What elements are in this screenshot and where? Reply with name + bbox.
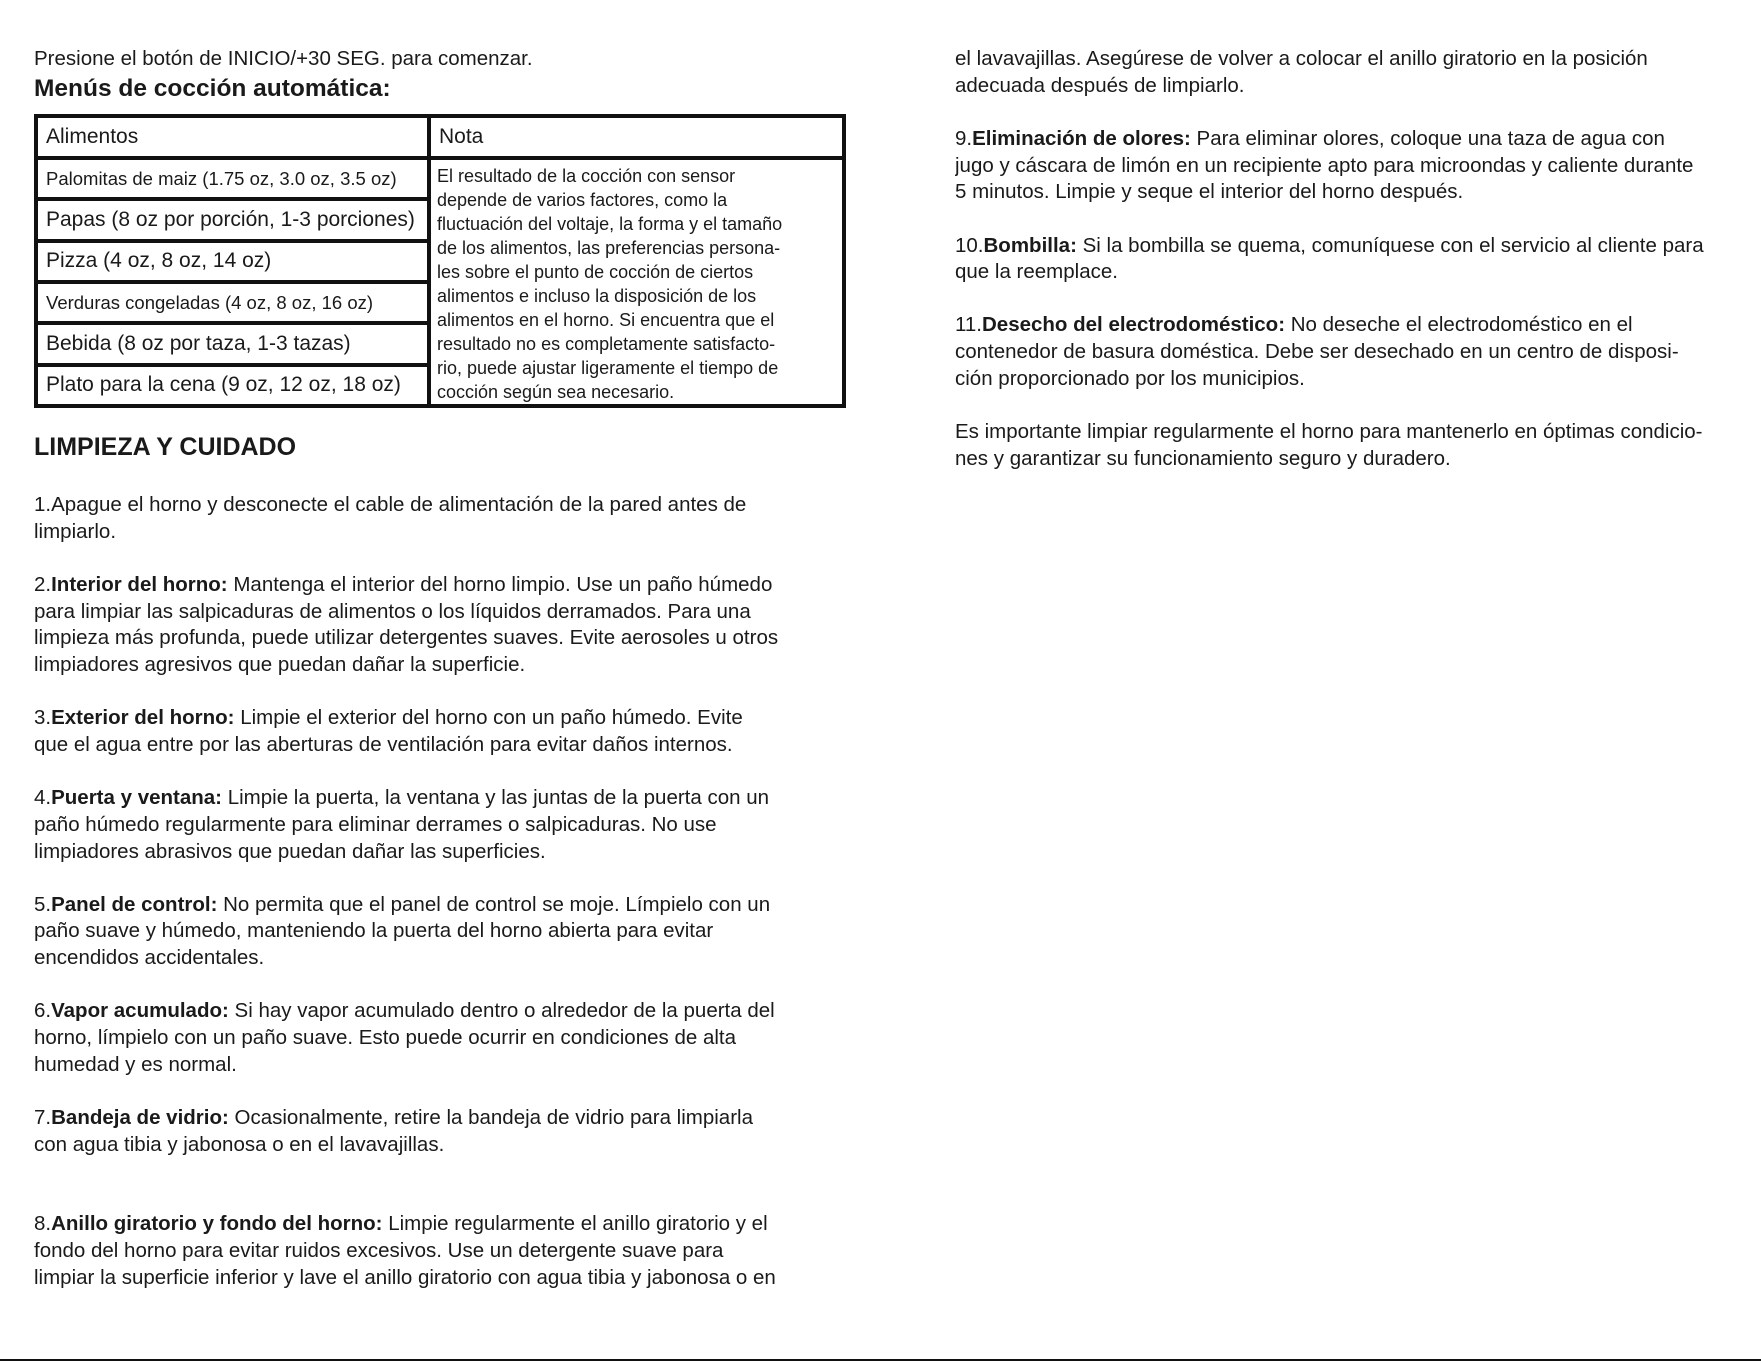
food-cell: Palomitas de maiz (1.75 oz, 3.0 oz, 3.5 oz) (36, 158, 429, 199)
food-cell: Pizza (4 oz, 8 oz, 14 oz) (36, 241, 429, 282)
item-number: 2. (34, 572, 52, 596)
food-cell: Papas (8 oz por porción, 1-3 porciones) (36, 199, 429, 240)
note-line: resultado no es completamente satisfacto- (437, 334, 776, 354)
item-title: Vapor acumulado: (51, 999, 229, 1023)
cleaning-item-9 (955, 126, 1761, 206)
food-cell: Bebida (8 oz por taza, 1-3 tazas) (36, 323, 429, 364)
item-text: paño suave y húmedo, manteniendo la puerta del horno abierta para evitar (34, 919, 714, 943)
item-text: limpieza más profunda, puede utilizar detergentes suaves. Evite aerosoles u otros (34, 626, 779, 650)
item-text: Limpie el exterior del horno con un paño húmedo. Evite (234, 706, 743, 730)
table-header-row (36, 116, 844, 158)
item-text: con agua tibia y jabonosa o en el lavavajillas. (34, 1132, 445, 1156)
right-column (955, 46, 1761, 499)
item-text: que la reemplace. (955, 260, 1118, 284)
item-text: adecuada después de limpiarlo. (955, 73, 1245, 97)
item-text: encendidos accidentales. (34, 946, 265, 970)
cleaning-item-4 (34, 785, 849, 865)
note-line: alimentos en el horno. Si encuentra que el (437, 310, 775, 330)
item-text: Mantenga el interior del horno limpio. Use un paño húmedo (227, 572, 773, 596)
intro-text: Presione el botón de INICIO/+30 SEG. para comenzar. (34, 47, 533, 70)
item-text: horno, límpielo con un paño suave. Esto puede ocurrir en condiciones de alta (34, 1026, 737, 1050)
item-text: Si hay vapor acumulado dentro o alrededor de la puerta del (228, 999, 775, 1023)
item-text: que el agua entre por las aberturas de ventilación para evitar daños internos. (34, 732, 733, 756)
note-cell (429, 158, 844, 406)
item-text: el lavavajillas. Asegúrese de volver a colocar el anillo giratorio en la posición (955, 47, 1648, 70)
item-text: No deseche el electrodoméstico en el (1285, 313, 1633, 337)
table-row (36, 158, 844, 199)
item-number: 8. (34, 1212, 52, 1236)
item-number: 6. (34, 999, 52, 1023)
closing-paragraph (955, 419, 1761, 472)
item-text: limpiadores abrasivos que puedan dañar las superficies. (34, 839, 546, 863)
item-text: contenedor de basura doméstica. Debe ser desechado en un centro de disposi- (955, 340, 1679, 364)
item-text: limpiar la superficie inferior y lave el anillo giratorio con agua tibia y jabonosa o en (34, 1265, 776, 1289)
item-text: Limpie regularmente el anillo giratorio y el (382, 1212, 768, 1236)
item-number: 7. (34, 1105, 52, 1129)
note-line: rio, puede ajustar ligeramente el tiempo de (437, 358, 779, 378)
header-nota: Nota (429, 116, 844, 158)
item-title: Panel de control: (51, 892, 218, 916)
item-title: Bandeja de vidrio: (51, 1105, 229, 1129)
item-text: limpiadores agresivos que puedan dañar la superficie. (34, 653, 526, 677)
item-text: paño húmedo regularmente para eliminar derrames o salpicaduras. No use (34, 812, 717, 836)
item-text: 5 minutos. Limpie y seque el interior del horno después. (955, 180, 1464, 204)
item-text: Ocasionalmente, retire la bandeja de vidrio para limpiarla (228, 1105, 753, 1129)
item-number: 3. (34, 706, 52, 730)
cleaning-item-11 (955, 312, 1761, 392)
cleaning-item-6 (34, 998, 849, 1078)
item-title: Desecho del electrodoméstico: (981, 313, 1286, 337)
item-title: Bombilla: (983, 233, 1077, 257)
cleaning-item-8 (34, 1211, 849, 1291)
header-alimentos: Alimentos (36, 116, 429, 158)
cleaning-item-2 (34, 572, 849, 679)
item-text: nes y garantizar su funcionamiento seguro y duradero. (955, 446, 1451, 470)
cleaning-heading: LIMPIEZA Y CUIDADO (34, 433, 297, 461)
item-text: No permita que el panel de control se moje. Límpielo con un (217, 892, 771, 916)
item-title: Anillo giratorio y fondo del horno: (51, 1212, 383, 1236)
note-line: cocción según sea necesario. (437, 382, 675, 402)
note-line: El resultado de la cocción con sensor (437, 166, 736, 186)
cleaning-item-7 (34, 1105, 849, 1158)
item-text: Es importante limpiar regularmente el horno para mantenerlo en óptimas condicio- (955, 420, 1703, 444)
item-title: Puerta y ventana: (51, 786, 223, 810)
item-text: limpiarlo. (34, 519, 117, 543)
item-text: Para eliminar olores, coloque una taza de agua con (1190, 126, 1665, 150)
auto-cook-table (34, 114, 846, 408)
item-text: humedad y es normal. (34, 1052, 237, 1076)
note-line: alimentos e incluso la disposición de los (437, 286, 757, 306)
item-number: 11. (955, 313, 982, 337)
item-number: 9. (955, 126, 973, 150)
note-line: les sobre el punto de cocción de ciertos (437, 262, 754, 282)
item-number: 4. (34, 786, 52, 810)
item-text: Si la bombilla se quema, comuníquese con el servicio al cliente para (1076, 233, 1704, 257)
left-column (34, 46, 849, 1318)
cleaning-item-1 (34, 492, 849, 545)
cleaning-item-8-continued (955, 46, 1761, 99)
cleaning-item-5 (34, 892, 849, 972)
cleaning-item-3 (34, 705, 849, 758)
note-line: de los alimentos, las preferencias persona- (437, 238, 781, 258)
note-line: fluctuación del voltaje, la forma y el tamaño (437, 214, 783, 234)
auto-cook-menus-heading: Menús de cocción automática: (34, 75, 391, 102)
item-text: para limpiar las salpicaduras de alimentos o los líquidos derramados. Para una (34, 599, 751, 623)
food-cell: Plato para la cena (9 oz, 12 oz, 18 oz) (36, 365, 429, 406)
item-title: Eliminación de olores: (972, 126, 1191, 150)
item-number: 5. (34, 892, 52, 916)
item-title: Interior del horno: (51, 572, 228, 596)
item-text: Limpie la puerta, la ventana y las juntas de la puerta con un (222, 786, 770, 810)
item-text: jugo y cáscara de limón en un recipiente apto para microondas y caliente durante (955, 153, 1694, 177)
item-title: Exterior del horno: (51, 706, 235, 730)
item-number: 10. (955, 233, 984, 257)
item-number: 1. (34, 493, 52, 516)
item-text: fondo del horno para evitar ruidos excesivos. Use un detergente suave para (34, 1239, 724, 1263)
cleaning-item-10 (955, 233, 1761, 286)
food-cell: Verduras congeladas (4 oz, 8 oz, 16 oz) (36, 282, 429, 323)
item-text: Apague el horno y desconecte el cable de alimentación de la pared antes de (51, 493, 747, 516)
note-line: depende de varios factores, como la (437, 190, 728, 210)
item-text: ción proporcionado por los municipios. (955, 366, 1305, 390)
